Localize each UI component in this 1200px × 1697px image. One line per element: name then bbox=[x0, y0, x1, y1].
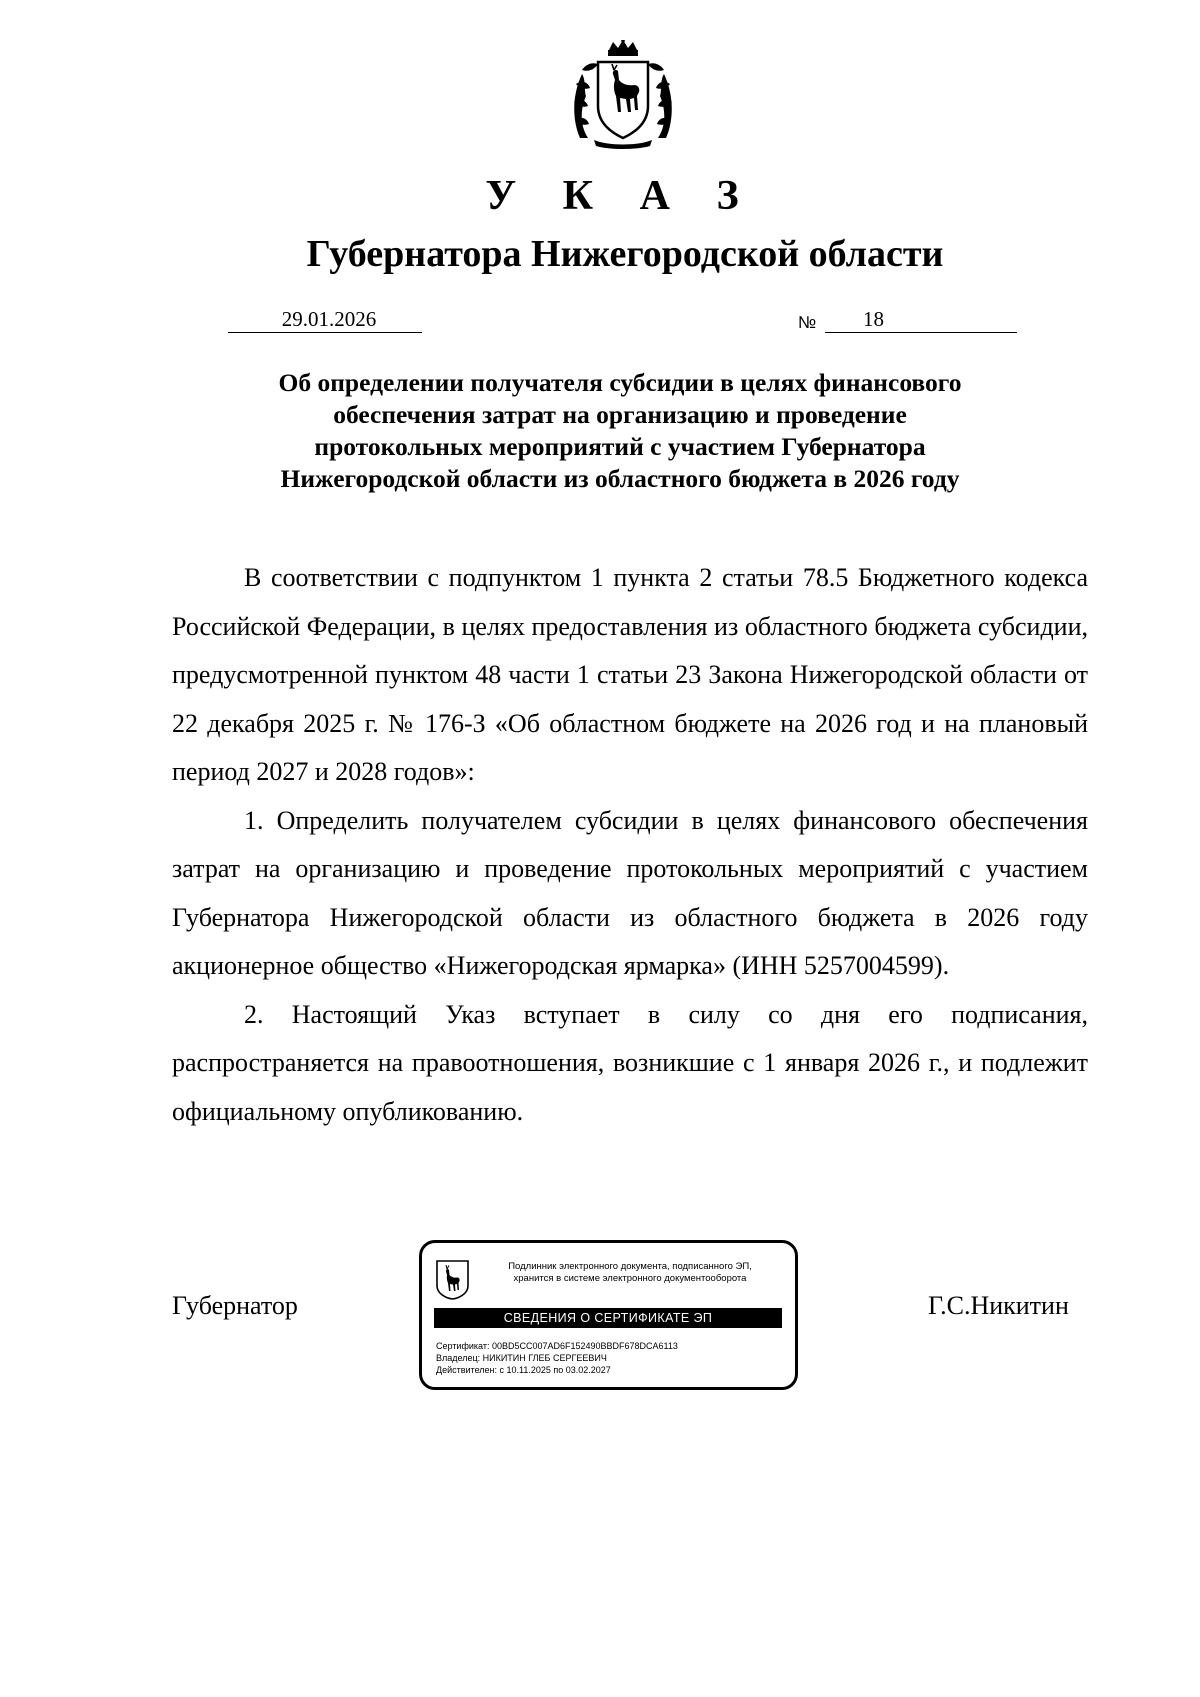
issuer-heading: Губернатора Нижегородской области bbox=[306, 233, 944, 275]
document-type-heading: У К А З bbox=[485, 173, 757, 219]
certificate-details bbox=[436, 1340, 678, 1376]
document-number: 18 bbox=[825, 306, 1017, 333]
certificate-info-bar: СВЕДЕНИЯ О СЕРТИФИКАТЕ ЭП bbox=[434, 1308, 782, 1328]
item-2-paragraph: 2. Настоящий Указ вступает в силу со дня его подписания, распространяется на правоотношения, возникшие с 1 января 2026 г., и подлежит официальному опубликованию. bbox=[172, 999, 1088, 1126]
stamp-notice bbox=[480, 1261, 780, 1285]
signatory-position: Губернатор bbox=[172, 1291, 298, 1320]
document-title bbox=[220, 367, 1020, 495]
item-1-paragraph: 1. Определить получателем субсидии в целях финансового обеспечения затрат на организацию и проведение протокольных мероприятий с участием Губернатора Нижегородской области из областного бюджета в 2026 году акционерное общество «Нижегородская ярмарка» (ИНН 5257004599). bbox=[172, 805, 1088, 980]
number-sign: № bbox=[798, 313, 817, 332]
document-date: 29.01.2026 bbox=[228, 306, 422, 333]
signatory-name: Г.С.Никитин bbox=[928, 1291, 1069, 1320]
certificate-owner: Владелец: НИКИТИН ГЛЕБ СЕРГЕЕВИЧ bbox=[436, 1353, 607, 1363]
title-line: обеспечения затрат на организацию и проведение bbox=[333, 400, 907, 429]
stamp-notice-line: хранится в системе электронного документооборота bbox=[513, 1273, 747, 1284]
stamp-notice-line: Подлинник электронного документа, подписанного ЭП, bbox=[508, 1261, 752, 1272]
deer-emblem-icon bbox=[436, 1260, 469, 1300]
certificate-serial: Сертификат: 00BD5CC007AD6F152490BBDF678DCA6113 bbox=[436, 1341, 678, 1351]
title-line: протокольных мероприятий с участием Губернатора bbox=[314, 432, 926, 461]
electronic-signature-stamp bbox=[419, 1240, 798, 1390]
title-line: Об определении получателя субсидии в целях финансового bbox=[278, 368, 962, 397]
certificate-validity: Действителен: с 10.11.2025 по 03.02.2027 bbox=[436, 1365, 611, 1375]
title-line: Нижегородской области из областного бюджета в 2026 году bbox=[280, 464, 960, 493]
document-body bbox=[172, 554, 1088, 1136]
preamble-paragraph: В соответствии с подпунктом 1 пункта 2 статьи 78.5 Бюджетного кодекса Российской Федерации, в целях предоставления из областного бюджета субсидии, предусмотренной пунктом 48 части 1 статьи 23 Закона Нижегородской области от 22 декабря 2025 г. № 176-З «Об областном бюджете на 2026 год и на плановый период 2027 и 2028 годов»: bbox=[172, 563, 1088, 786]
coat-of-arms-emblem bbox=[568, 40, 678, 152]
